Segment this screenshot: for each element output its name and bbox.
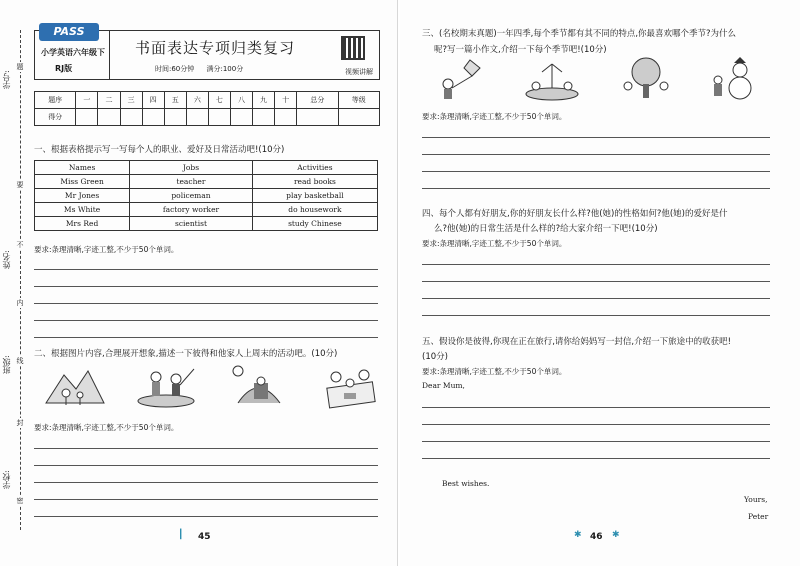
table-cell: Mrs Red	[35, 217, 130, 231]
table-cell: play basketball	[252, 189, 377, 203]
table-header: Jobs	[130, 161, 253, 175]
summer-beach-icon	[522, 56, 584, 102]
table-header: Activities	[252, 161, 377, 175]
score-header-cell: 总分	[297, 92, 338, 109]
left-page	[0, 0, 398, 566]
season-pictures	[430, 56, 798, 102]
writing-lines-2[interactable]	[34, 432, 378, 517]
score-header-cell: 四	[142, 92, 164, 109]
full-score: 满分:100分	[206, 65, 244, 73]
cut-mark: 线	[16, 357, 24, 365]
page-number-left: 45	[198, 532, 211, 542]
writing-lines-1[interactable]	[34, 253, 378, 338]
table-row	[35, 203, 378, 217]
section-2-title: 二、根据图片内容,合理展开想象,描述一下彼得和他家人上周末的活动吧。(10分)	[34, 349, 338, 359]
autumn-tree-icon	[614, 56, 676, 102]
cut-mark: 内	[16, 299, 24, 307]
table-row	[35, 189, 378, 203]
cut-mark: 题	[16, 63, 24, 71]
score-header-cell: 六	[186, 92, 208, 109]
right-page	[400, 0, 800, 566]
table-cell: scientist	[130, 217, 253, 231]
score-header-cell: 九	[253, 92, 275, 109]
table-cell: Mr Jones	[35, 189, 130, 203]
score-cell[interactable]	[98, 109, 120, 126]
score-cell[interactable]	[142, 109, 164, 126]
time-limit: 时间:60分钟	[155, 65, 195, 73]
worksheet-header	[34, 25, 380, 80]
binding-line	[20, 30, 21, 530]
qr-code-icon[interactable]	[341, 36, 365, 60]
table-cell: Miss Green	[35, 175, 130, 189]
section-4-title-line2: 么?他(她)的日常生活是什么样的?给大家介绍一下吧!(10分)	[434, 224, 658, 234]
section-4-title-line1: 四、每个人都有好朋友,你的好朋友长什么样?他(她)的性格如何?他(她)的爱好是什	[422, 209, 728, 219]
table-cell: factory worker	[130, 203, 253, 217]
table-row	[35, 175, 378, 189]
picture-fishing-icon	[136, 363, 198, 409]
score-header-cell: 二	[98, 92, 120, 109]
spring-kite-icon	[430, 56, 492, 102]
section-2-requirement: 要求:条理清晰,字迹工整,不少于50个单词。	[34, 423, 179, 432]
letter-signoff: Yours,	[744, 495, 768, 504]
cut-mark: 要	[16, 181, 24, 189]
section-3-requirement: 要求:条理清晰,字迹工整,不少于50个单词。	[422, 112, 567, 121]
score-header-cell: 题序	[35, 92, 76, 109]
section-3-title-line1: 三、(名校期末真题)一年四季,每个季节都有其不同的特点,你最喜欢哪个季节?为什么	[422, 29, 737, 39]
table-header: Names	[35, 161, 130, 175]
score-cell[interactable]	[76, 109, 98, 126]
table-cell: Ms White	[35, 203, 130, 217]
table-cell: do housework	[252, 203, 377, 217]
letter-signature: Peter	[748, 512, 769, 521]
score-cell[interactable]	[338, 109, 379, 126]
score-header-cell: 十	[275, 92, 297, 109]
letter-closing: Best wishes.	[442, 479, 490, 488]
writing-lines-4[interactable]	[422, 248, 770, 316]
section-5-title-line2: (10分)	[422, 352, 448, 362]
page-deco-icon: ✱	[574, 530, 582, 540]
class-label: 班级:	[2, 355, 11, 375]
score-cell[interactable]	[208, 109, 230, 126]
section-1-title: 一、根据表格提示写一写每个人的职业、爱好及日常活动吧!(10分)	[34, 145, 285, 155]
table-cell: read books	[252, 175, 377, 189]
section-3-title-line2: 呢?写一篇小作文,介绍一下每个季节吧!(10分)	[434, 45, 607, 55]
table-cell: policeman	[130, 189, 253, 203]
activity-pictures	[44, 363, 412, 409]
binding-strip	[0, 0, 28, 566]
table-cell: teacher	[130, 175, 253, 189]
table-cell: study Chinese	[252, 217, 377, 231]
page-deco-icon: ✱	[612, 530, 620, 540]
score-header-cell: 八	[230, 92, 252, 109]
page-number-right: 46	[590, 532, 603, 542]
writing-lines-3[interactable]	[422, 121, 770, 189]
cut-mark: 密	[16, 497, 24, 505]
student-name-label: 姓名:	[2, 250, 11, 270]
picture-hiking-icon	[44, 363, 106, 409]
section-5-title-line1: 五、假设你是彼得,你现在正在旅行,请你给妈妈写一封信,介绍一下旅途中的收获吧!	[422, 337, 732, 347]
picture-picnic-icon	[320, 363, 382, 409]
pass-logo: PASS	[39, 23, 99, 41]
score-header-cell: 一	[76, 92, 98, 109]
edition-label: RJ版	[55, 64, 73, 73]
letter-greeting: Dear Mum,	[422, 381, 465, 390]
cut-mark: 封	[16, 419, 24, 427]
table-row	[35, 217, 378, 231]
header-divider	[109, 31, 110, 79]
winter-snowman-icon	[706, 56, 768, 102]
picture-park-icon	[228, 363, 290, 409]
score-header-cell: 等级	[338, 92, 379, 109]
score-cell[interactable]	[120, 109, 142, 126]
student-id-label: 学号:	[2, 70, 11, 90]
grade-label: 小学英语六年级下	[41, 48, 105, 57]
score-cell[interactable]	[186, 109, 208, 126]
score-header-cell: 三	[120, 92, 142, 109]
score-table	[34, 91, 380, 126]
section-1-requirement: 要求:条理清晰,字迹工整,不少于50个单词。	[34, 245, 179, 254]
exam-meta	[155, 64, 253, 74]
page-title: 书面表达专项归类复习	[134, 39, 295, 57]
score-header-cell: 七	[208, 92, 230, 109]
section-5-requirement: 要求:条理清晰,字迹工整,不少于50个单词。	[422, 367, 567, 376]
school-label: 学校:	[2, 470, 11, 490]
video-explanation-label: 视频讲解	[345, 68, 373, 76]
score-cell[interactable]	[230, 109, 252, 126]
score-row-label: 得分	[35, 109, 76, 126]
score-cell[interactable]	[253, 109, 275, 126]
score-cell[interactable]	[297, 109, 338, 126]
info-table	[34, 160, 378, 231]
page-deco-icon: ┃	[178, 530, 184, 540]
score-cell[interactable]	[275, 109, 297, 126]
score-cell[interactable]	[164, 109, 186, 126]
cut-mark: 不	[16, 241, 24, 249]
section-4-requirement: 要求:条理清晰,字迹工整,不少于50个单词。	[422, 239, 567, 248]
writing-lines-5[interactable]	[422, 391, 770, 459]
score-header-cell: 五	[164, 92, 186, 109]
